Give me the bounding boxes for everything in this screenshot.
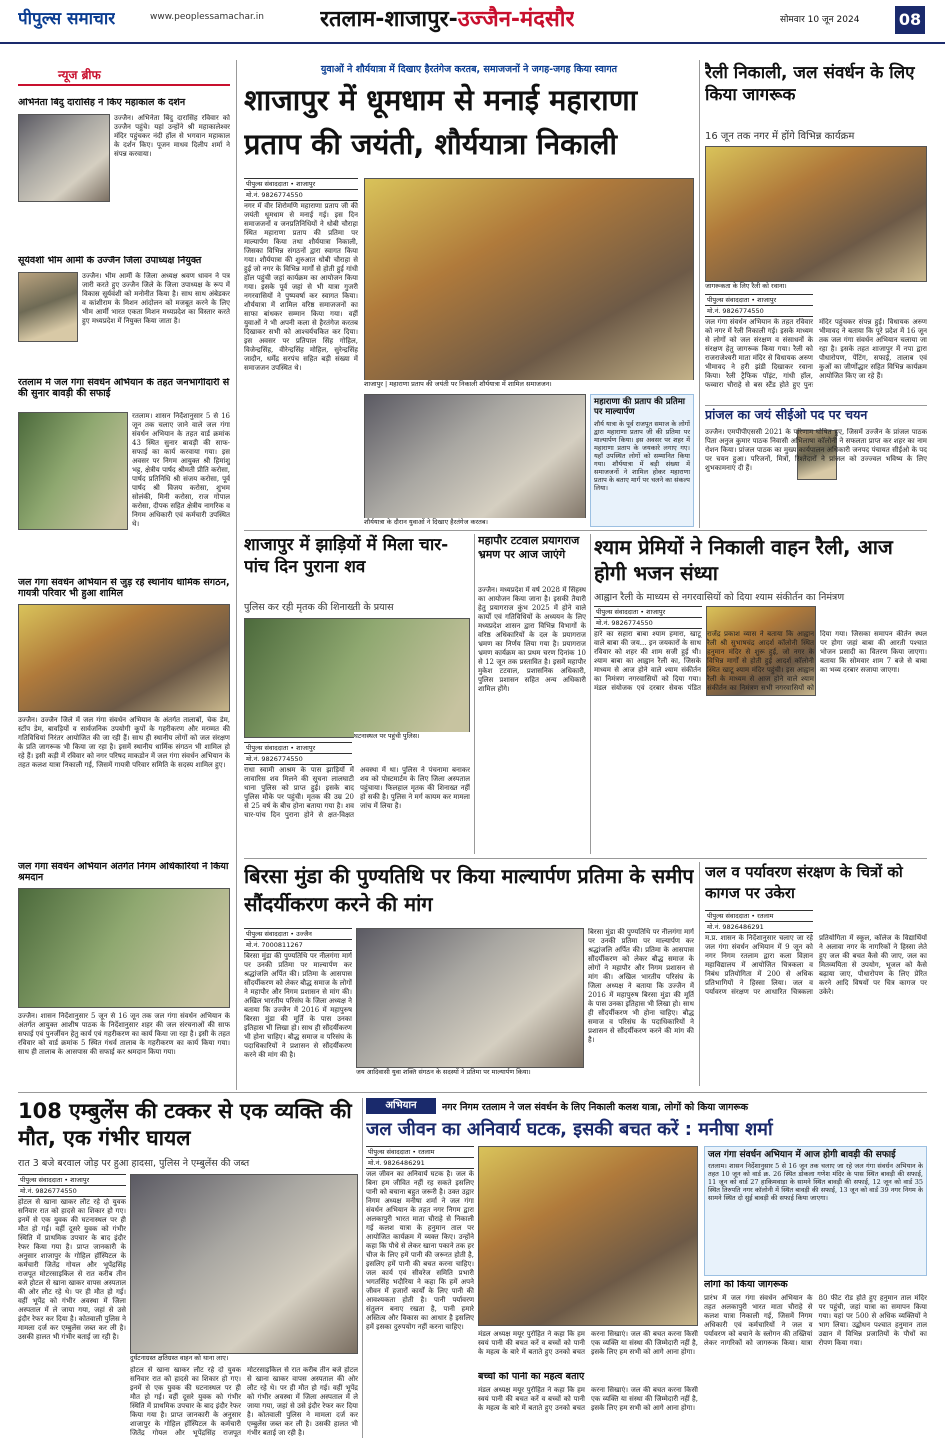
pranjal-headline: प्रांजल का जयं सीईओ पद पर चयन: [705, 408, 868, 422]
abhiyan-right-box: [704, 1146, 927, 1276]
abhiyan-byline-mobile: मो.नं. 9826486291: [366, 1158, 474, 1169]
abhiyan-subsection-text: मंडल अध्यक्ष मयूर पुरोहित ने कहा कि हम स्वयं पानी की बचत करें व बच्चों को पानी के महत्व के बारे में बताते हुए उनको बचत करना सिखाएं। जल की बचत करना किसी एक व्यक्ति या संस्था की जिम्मेदारी नहीं है, इसके लिए हम सभी को आगे आना होगा।: [478, 1386, 698, 1412]
ambulance-photo: [130, 1174, 358, 1354]
abhiyan-kicker: नगर निगम रतलाम ने जल संवर्धन के लिए निकाली कलश यात्रा, लोगों को किया जागरूक: [442, 1102, 749, 1113]
birsa-photo: [356, 928, 584, 1068]
rally-byline-name: पीपुल्स संवाददाता • शाजापुर: [705, 294, 813, 306]
abhiyan-subsection-title: बच्चों को पानी का महत्व बताएं: [478, 1372, 585, 1382]
shyam-byline: [594, 606, 702, 629]
brief-5-photo: [18, 888, 230, 1008]
site-url: www.peoplessamachar.in: [150, 12, 264, 22]
brief-label: न्यूज ब्रीफ: [18, 66, 230, 86]
abhiyan-photo: [478, 1146, 698, 1326]
prayagraj-headline: महापौर टटवाल प्रयागराज भ्रमण पर आज जाएंगे: [478, 534, 580, 561]
brief-2-text: उज्जैन। भीम आर्मी के जिला अध्यक्ष श्रवण धावन ने पत्र जारी करते हुए उज्जैन जिले के जिला उपाध्यक्ष के रूप में विकास सूर्यवंशी को मनोनीत किया है। साथ साथ अंबेडकर व कांशीराम के मिशन आंदोलन को मजबूत करने के लिए भीम आर्मी भारत एकता मिशन मध्यप्रदेश का विस्तार करते हुए मध्यप्रदेश में नियुक्त किया जाता है।: [82, 272, 230, 325]
lead-photo-2-caption: शौर्ययात्रा के दौरान युवाओं ने दिखाए हैरतंगेज करतब।: [364, 518, 586, 526]
lead-photo-1-caption: शाजापुर | महाराणा प्रताप की जयंती पर निकाली शौर्ययात्रा में शामिल समाजजन।: [364, 380, 694, 388]
edition-b: उज्जैन-मंदसौर: [457, 7, 575, 32]
abhiyan-tag: अभियान: [366, 1098, 436, 1114]
abhiyan-right-subtext: प्रारंभ में जल गंगा संवर्धन अभियान के तहत अलकापुरी भारत माता चौराहे से कलश यात्रा निकाली गई, जिसमें निगम अधिकारी एवं कर्मचारियों ने जल व पर्यावरण को बचाने के स्लोगन की तख्तियां लेकर नागरिकों को जागरूक किया। यात्रा 80 फीट रोड होते हुए हनुमान ताल मंदिर पर पहुंची, जहां यात्रा का समापन किया गया। यहां पर 500 से अधिक व्यक्तियों ने भाग लिया। उद्बोधन पश्चात हनुमान ताल उद्यान में विभिन्न प्रजातियों के पौधों का रोपण किया गया।: [704, 1294, 927, 1347]
abhiyan-byline-name: पीपुल्स संवाददाता • रतलाम: [366, 1146, 474, 1158]
lead-text-col1: नगर में वीर शिरोमणि महाराणा प्रताप जी की जयंती धूमधाम से मनाई गई। इस दिन समाजजनों व जनप्रतिनिधियों ने धोबी चौराहा स्थित महाराणा प्रताप की प्रतिमा पर माल्यार्पण किया तथा शौर्ययात्रा निकाली, जिसका विभिन्न संगठनों द्वारा स्वागत किया गया। शौर्ययात्रा की शुरुआत धोबी चौराहा से हुई जो नगर के विभिन्न मार्गों से होती हुई गांधी हॉल पहुंची जहां कार्यक्रम का आयोजन किया गया। इसके पूर्व जहां से भी यात्रा गुजरी नगरवासियों ने पुष्पवर्षा कर स्वागत किया। शौर्ययात्रा में शामिल वरिष्ठ समाजजनों का साफा बांधकर सम्मान किया गया। वहीं युवाओं ने भी अपनी कला से हैरतंगेज करतब दिखाकर सभी को आश्चर्यचकित कर दिया। इस अवसर पर प्रतिपाल सिंह गोहिल, विजेन्द्रसिंह, वीरेन्द्रसिंह मोहिल, सुरेन्द्रसिंह जादौन, धर्मेंद्र सरपंच सहित बड़ी संख्या में समाजजन उपस्थित थे।: [244, 202, 358, 372]
ambulance-byline-mobile: मो.नं. 9826774550: [18, 1186, 126, 1197]
painting-text: म.प्र. शासन के निर्देशानुसार चलाए जा रहे जल गंगा संवर्धन अभियान में 9 जून को नगर निगम रतलाम द्वारा कला विज्ञान महाविद्यालय में आयोजित चित्रकला व निबंध प्रतियोगिता में 200 से अधिक प्रतिभागियों ने हिस्सा लिया। जल व पर्यावरण संरक्षण पर आधारित चित्रकला प्रतियोगिता में स्कूल, कॉलेज के विद्यार्थियों ने अलावा नगर के नागरिकों ने हिस्सा लेते हुए जल की बचत कैसे की जाए, जल का मितव्ययिता से उपयोग, भूजल को कैसे बढ़ाया जाए, पौधारोपण के लिए प्रेरित करने आदि विषयों पर चित्र कागज पर उकेरे।: [705, 934, 927, 996]
body-found-byline: [244, 742, 352, 765]
lead-photo-2: [364, 394, 586, 526]
body-found-caption: घटनास्थल पर पहुंची पुलिस।: [354, 732, 470, 740]
shyam-text: हारे का सहारा बाबा श्याम हमारा, खाटू वाले बाबा की जय... इन जयकारों के साथ रविवार को शहर की शाम सजी हुई थी। श्याम बाबा का आह्वान रैली का, जिसके माध्यम से आज होने वाले श्याम संकीर्तन का निमंत्रण नगरवासियों को दिया गया। मंडल संयोजक एवं दरबार सेवक पंडित राजेंद्र प्रकाश व्यास ने बताया कि आह्वान रैली श्री सुभाषचंद्र आदर्श कॉलोनी स्थित हनुमान मंदिर से शुरू हुई, जो नगर के विभिन्न मार्गों से होती हुई आदर्श कॉलोनी स्थित खाटू श्याम मंदिर पहुंची। इस आह्वान रैली के माध्यम से आज होने वाले श्याम संकीर्तन का निमंत्रण सभी नगरवासियों को दिया गया। जिसका समापन कीर्तन स्थल पर होगा जहां बाबा की आरती पश्चात भोजन प्रसादी का वितरण किया जाएगा। बताया कि सोमवार शाम 7 बजे से बाबा का भव्य दरबार सजाया जाएगा।: [594, 630, 927, 692]
body-found-byline-name: पीपुल्स संवाददाता • शाजापुर: [244, 742, 352, 754]
prayagraj-text: उज्जैन। मध्यप्रदेश में वर्ष 2028 में सिंहस्थ का आयोजन किया जाना है। इसकी तैयारी हेतु प्रयागराज कुंभ 2025 में होने वाले कार्यों एवं गतिविधियों के अध्ययन के लिए मध्यप्रदेश शासन द्वारा विभिन्न विभागों के वरिष्ठ अधिकारियों के दल के प्रयागराज भ्रमण का निर्णय लिया गया है। प्रयागराज भ्रमण कार्यक्रम का प्रथम चरण दिनांक 10 से 12 जून तक प्रस्तावित है। इसमें महापौर मुकेश टटवाल, प्रशासनिक अधिकारी, पुलिस प्रशासन सहित अन्य अधिकारी शामिल होंगे।: [478, 586, 586, 693]
brief-5-headline: जल गंगा संवर्धन अभियान अंतर्गत निगम अधिकारियों ने किया श्रमदान: [18, 862, 229, 883]
lead-headline: शाजापुर में धूमधाम से मनाई महाराणा प्रताप की जयंती, शौर्ययात्रा निकाली: [244, 83, 638, 161]
birsa-byline: [244, 928, 352, 951]
ambulance-text: होटल से खाना खाकर लौट रहे दो युवक सनिवार रात को हादसे का शिकार हो गए। इनमें से एक युवक की घटनास्थल पर ही मौत हो गई। वहीं दूसरे युवक को गंभीर स्थिति में प्राथमिक उपचार के बाद इंदौर रेफर किया गया है। प्राप्त जानकारी के अनुसार शाजापुर के गोहिल हॉस्पिटल के कर्मचारी जितेंद्र गोयल और भूपेंद्रसिंह राजपूत मोटरसाइकिल से रात करीब तीन बजे होटल से खाना खाकर वापस अस्पताल की ओर लौट रहे थे। पर ही मौत हो गई। वहीं भूपेंद्र को गंभीर अवस्था में जिला अस्पताल में ले जाया गया, जहां से उसे इंदौर रेफर कर दिया है। कोतवाली पुलिस ने मामला दर्ज कर एम्बुलेंस जब्त कर ली है। उसकी हालत भी गंभीर बताई जा रही है।: [18, 1198, 126, 1341]
abhiyan-headline: जल जीवन का अनिवार्य घटक, इसकी बचत करें : मनीषा शर्मा: [366, 1119, 773, 1140]
birsa-text: बिरसा मुंडा की पुण्यतिथि पर नीलगंगा मार्ग पर उनकी प्रतिमा पर माल्यार्पण कर श्रद्धांजलि अर्पित की। प्रतिमा के आसपास सौंदर्यीकरण को लेकर बौद्ध समाज के लोगों ने महापौर और निगम प्रशासन से मांग की। अखिल भारतीय परिसंघ के जिला अध्यक्ष ने बताया कि उज्जैन में 2016 में महापुरुष बिरसा मुंडा की मूर्ति के पास उनका इतिहास भी लिखा हो। साथ ही सौंदर्यीकरण भी होना चाहिए। बौद्ध समाज व परिसंघ के पदाधिकारियों ने प्रशासन से सौंदर्यीकरण करने की मांग की है।: [244, 952, 352, 1059]
abhiyan-text: जल जीवन का अनिवार्य घटक है। जल के बिना हम जीवित नहीं रह सकते इसलिए पानी को बचाना बहुत जरूरी है। उक्त उद्गार निगम अध्यक्ष मनीषा शर्मा ने जल गंगा संवर्धन अभियान के तहत नगर निगम द्वारा अलकापुरी भारत माता चौराहे से निकाली गई कलश यात्रा के हनुमान ताल पर आयोजित कार्यक्रम में व्यक्त किए। उन्होंने कहा कि पौधे से लेकर खाना पकाने तक हर चीज के लिए हमें पानी की जरूरत होती है, इसलिए हमें पानी की बचत करना चाहिए। जल कार्य एवं सीवरेज समिति प्रभारी भगतसिंह भदौरिया ने कहा कि हमें अपने जीवन में हजारों कार्यों के लिए पानी की आवश्यकता होती है। पानी पर्यावरण संतुलन बनाए रखता है, पानी हमारे अस्तित्व और विकास का आधार है इसलिए हमें इसका दुरुपयोग नहीं करना चाहिए।: [366, 1170, 474, 1331]
abhiyan-text-2: मंडल अध्यक्ष मयूर पुरोहित ने कहा कि हम स्वयं पानी की बचत करें व बच्चों को पानी के महत्व के बारे में बताते हुए उनको बचत करना सिखाएं। जल की बचत करना किसी एक व्यक्ति या संस्था की जिम्मेदारी नहीं है, इसके लिए हम सभी को आगे आना होगा।: [478, 1330, 698, 1356]
birsa-caption: जय आदिवासी युवा शक्ति संगठन के सदस्यों ने प्रतिमा पर माल्यार्पण किया।: [356, 1068, 584, 1076]
edition-title: [320, 3, 574, 33]
issue-date: सोमवार 10 जून 2024: [780, 15, 860, 25]
birsa-byline-name: पीपुल्स संवाददाता • उज्जैन: [244, 928, 352, 940]
rally-text: जल गंगा संवर्धन अभियान के तहत रविवार को नगर में रैली निकाली गई। इसके माध्यम से लोगों को जल संरक्षण व संसाधनों के संरक्षण हेतु जागरूक किया गया। रैली को राजराजेश्वरी माता मंदिर से विधायक अरुण भीमावद ने हरी झंडी दिखाकर रवाना किया। रैली ट्रैफिक पॉइंट, गांधी हॉल, फव्वारा चौराहे से बस स्टैंड होते हुए पुनः मंदिर पहुंचकर संपन्न हुई। विधायक अरुण भीमावद ने बताया कि पूरे प्रदेश में 16 जून तक जल गंगा संवर्धन अभियान चलाया जा रहा है। इसके तहत शाजापुर में नपा द्वारा पौधारोपण, पेंटिंग, सफाई, तालाब एवं कुओं का जीर्णोद्धार सहित विभिन्न कार्यक्रम आयोजित किए जा रहे हैं।: [705, 318, 927, 389]
birsa-headline: बिरसा मुंडा की पुण्यतिथि पर किया माल्यार्पण प्रतिमा के समीप सौंदर्यीकरण करने की मांग: [244, 864, 694, 916]
brief-2-photo: [18, 272, 78, 342]
rally-story: [705, 62, 927, 407]
shyam-byline-mobile: मो.नं. 9826774550: [594, 618, 702, 629]
abhiyan-right-text: रतलाम। शासन निर्देशानुसार 5 से 16 जून तक चलाए जा रहे जल गंगा संवर्धन अभियान के तहत 10 जून को वार्ड क्र. 26 स्थित डोकला गणेश मंदिर के पास स्थित बावड़ी की सफाई, 11 जून को वार्ड 27 हाकिमवाड़ा के सामने स्थित बावड़ी की सफाई, 12 जून को वार्ड 35 स्थित तिरुपति नगर कॉलोनी में स्थित बावड़ी की सफाई, 13 जून को वार्ड 39 नगर निगम के सामने स्थित दो सुई बावड़ी की सफाई किया जाएगा।: [708, 1162, 923, 1203]
logo: पीपुल्स समाचार: [18, 9, 116, 29]
brief-2-headline: सूर्यवंशी भीम आर्मी के उज्जैन जिला उपाध्यक्ष नियुक्त: [18, 256, 202, 266]
brief-1-photo: [18, 114, 110, 202]
ambulance-headline: 108 एम्बुलेंस की टक्कर से एक व्यक्ति की मौत, एक गंभीर घायल: [18, 1099, 352, 1150]
shyam-headline: श्याम प्रेमियों ने निकाली वाहन रैली, आज होगी भजन संध्या: [594, 535, 893, 585]
lead-kicker: युवाओं ने शौर्ययात्रा में दिखाए हैरतंगेज करतब, समाजजनों ने जगह-जगह किया स्वागत: [320, 64, 618, 75]
lead-side-box-title: महाराणा की प्रताप की प्रतिमा पर माल्यार्पण: [594, 397, 685, 417]
painting-byline-name: पीपुल्स संवाददाता • रतलाम: [705, 910, 813, 922]
lead-byline-name: पीपुल्स संवाददाता • शाजापुर: [244, 178, 358, 190]
ambulance-byline: [18, 1174, 126, 1197]
shyam-subhead: आह्वान रैली के माध्यम से नगरवासियों को दिया श्याम संकीर्तन का निमंत्रण: [594, 592, 845, 603]
brief-5-text: उज्जैन। शासन निर्देशानुसार 5 जून से 16 जून तक जल गंगा संवर्धन अभियान के अंतर्गत आयुक्त आशीष पाठक के निर्देशानुसार शहर की जल संरचनाओं की साफ सफाई एवं पुनर्जीवन हेतु कार्य एवं गहरीकरण का कार्य किया जा रहा है। इसी के तहत रविवार को वार्ड क्रमांक 5 स्थित गंधर्व तालाब के गहरीकरण का कार्य किया गया। साथ ही तालाब के आसपास की सफाई कर श्रमदान किया गया।: [18, 1012, 230, 1056]
brief-4-photo: [18, 604, 230, 712]
rally-headline: रैली निकाली, जल संवर्धन के लिए किया जागरूक: [705, 63, 915, 105]
body-found-story: [244, 534, 470, 854]
pranjal-text: उज्जैन। एमपीपीएससी 2021 के परिणाम घोषित हुए, जिसमें उज्जैन के प्रांजल पाठक पिता अनुज कुमार पाठक निवासी अभिलाषा कॉलोनी ने सफलता प्राप्त कर शहर का नाम रोशन किया। प्रांजल पाठक का मुख्य कार्यपालन अधिकारी जनपद पंचायत सीईओ के पद पर चयन हुआ। परिजनों, मित्रों, रिश्तेदारों ने प्रांजल को उज्ज्वल भविष्य के लिए शुभकामनाएं दी हैं।: [705, 428, 927, 472]
pranjal-story: [705, 405, 927, 530]
brief-1-headline: अभिनेता बिंदु दारासिंह ने किए महाकाल के दर्शन: [18, 98, 186, 108]
lead-side-box: [590, 394, 694, 527]
painting-headline: जल व पर्यावरण संरक्षण के चित्रों को कागज पर उकेरा: [705, 863, 903, 902]
body-found-byline-mobile: मो.नं. 9826774550: [244, 754, 352, 765]
abhiyan-right-head: जल गंगा संवर्धन अभियान में आज होगी बावड़ी की सफाई: [708, 1150, 896, 1160]
brief-3-headline: रतलाम में जल गंगा संवर्धन अभियान के तहत जनभागीदारी से की सुनार बावड़ी की सफाई: [18, 378, 230, 399]
prayagraj-story: [478, 534, 586, 854]
ambulance-text-2: होटल से खाना खाकर लौट रहे दो युवक सनिवार रात को हादसे का शिकार हो गए। इनमें से एक युवक की घटनास्थल पर ही मौत हो गई। वहीं दूसरे युवक को गंभीर स्थिति में प्राथमिक उपचार के बाद इंदौर रेफर किया गया है। प्राप्त जानकारी के अनुसार शाजापुर के गोहिल हॉस्पिटल के कर्मचारी जितेंद्र गोयल और भूपेंद्रसिंह राजपूत मोटरसाइकिल से रात करीब तीन बजे होटल से खाना खाकर वापस अस्पताल की ओर लौट रहे थे। पर ही मौत हो गई। वहीं भूपेंद्र को गंभीर अवस्था में जिला अस्पताल में ले जाया गया, जहां से उसे इंदौर रेफर कर दिया है। कोतवाली पुलिस ने मामला दर्ज कर एम्बुलेंस जब्त कर ली है। उसकी हालत भी गंभीर बताई जा रही है।: [130, 1366, 358, 1437]
shyam-story: [594, 534, 927, 854]
birsa-byline-mobile: मो.नं. 7000811267: [244, 940, 352, 951]
rally-byline-mobile: मो.नं. 9826774550: [705, 306, 813, 317]
body-found-photo: [244, 618, 470, 738]
ambulance-byline-name: पीपुल्स संवाददाता • शाजापुर: [18, 1174, 126, 1186]
painting-story: [705, 862, 927, 1086]
lead-byline-mobile: मो.नं. 9826774550: [244, 190, 358, 201]
brief-1-text: उज्जैन। अभिनेता बिंदु दारासिंह रविवार को उज्जैन पहुंचे। यहां उन्होंने श्री महाकालेश्वर मंदिर पहुंचकर नंदी हॉल से भगवान महाकाल के दर्शन किए। पूजन माधव दिलीप शर्मा ने संपन्न करवाया।: [114, 114, 230, 158]
abhiyan-byline: [366, 1146, 474, 1169]
brief-3-photo: [18, 412, 128, 530]
news-brief-column: [18, 66, 230, 1086]
edition-a: रतलाम-शाजापुर-: [320, 7, 458, 32]
rally-subhead: 16 जून तक नगर में होंगे विभिन्न कार्यक्रम: [705, 131, 855, 142]
lead-story: [244, 62, 694, 527]
birsa-text-2: बिरसा मुंडा की पुण्यतिथि पर नीलगंगा मार्ग पर उनकी प्रतिमा पर माल्यार्पण कर श्रद्धांजलि अर्पित की। प्रतिमा के आसपास सौंदर्यीकरण को लेकर बौद्ध समाज के लोगों ने महापौर और निगम प्रशासन से मांग की। अखिल भारतीय परिसंघ के जिला अध्यक्ष ने बताया कि उज्जैन में 2016 में महापुरुष बिरसा मुंडा की मूर्ति के पास उनका इतिहास भी लिखा हो। साथ ही सौंदर्यीकरण भी होना चाहिए। बौद्ध समाज व परिसंघ के पदाधिकारियों ने प्रशासन से सौंदर्यीकरण करने की मांग की है।: [588, 928, 694, 1044]
brief-3-text: रतलाम। शासन निर्देशानुसार 5 से 16 जून तक चलाए जाने वाले जल गंगा संवर्धन अभियान के तहत वार्ड क्रमांक 43 स्थित सुनार बावड़ी की साफ-सफाई का कार्य करवाया गया। इस अवसर पर निगम आयुक्त श्री हिमांशु भट्ट, क्षेत्रीय पार्षद श्रीमती प्रीति करोसा, पार्षद प्रतिनिधि श्री संजय करोसा, पूर्व पार्षद श्री विजय करोसा, शुभम सोलंकी, मिनी करोसा, राज गोपाल करोसा, दीपक सहित क्षेत्रीय नागरिक व निगम अधिकारी एवं कर्मचारी उपस्थित थे।: [132, 412, 230, 528]
lead-byline: [244, 178, 358, 201]
body-found-text: राधा स्वामी आश्रम के पास झाड़ियों में लावारिस शव मिलने की सूचना लालघाटी थाना पुलिस को प्राप्त हुई। इसके बाद पुलिस मौके पर पहुंची। मृतक की उम्र 20 से 25 वर्ष के बीच होना बताया गया है। शव चार-पांच दिन पुराना होने से क्षत-विक्षत अवस्था में था। पुलिस ने पंचनामा बनाकर शव को पोस्टमार्टम के लिए जिला अस्पताल पहुंचाया। फिलहाल मृतक की शिनाख्त नहीं हो सकी है। पुलिस ने मर्ग कायम कर मामला जांच में लिया है।: [244, 766, 470, 819]
abhiyan-story: [366, 1098, 927, 1438]
brief-4-headline: जल गंगा संवर्धन अभियान से जुड़ रहे स्थानीय धार्मिक संगठन, गायत्री परिवार भी हुआ शामिल: [18, 578, 230, 599]
painting-byline: [705, 910, 813, 933]
ambulance-caption: दुर्घटनाग्रस्त क्षतिग्रस्त वाहन को थाना लाए।: [130, 1354, 358, 1362]
rally-photo: [705, 146, 927, 282]
shyam-byline-name: पीपुल्स संवाददाता • शाजापुर: [594, 606, 702, 618]
brief-4-text: उज्जैन। उज्जैन जिले में जल गंगा संवर्धन अभियान के अंतर्गत तालाबों, चेक डेम, स्टॉप डेम, बावड़ियों व सार्वजनिक उपयोगी कूपों के गहरीकरण और मरम्मत की गतिविधियां निरंतर आयोजित की जा रही हैं। साथ ही स्थानीय लोगों को जल संरक्षण के प्रति जागरूक भी किया जा रहा है। इसमें स्थानीय धार्मिक संगठन भी शामिल हो रहे हैं। इसी कड़ी में रविवार को नगर परिषद माकडोन में जल गंगा संवर्धन अभियान के तहत कलश यात्रा निकाली गई, जिसमें गायत्री परिवार समिति के सदस्य शामिल हुए।: [18, 716, 230, 769]
ambulance-story: [18, 1098, 358, 1438]
page-number: 08: [895, 6, 925, 34]
painting-byline-mobile: मो.नं. 9826486291: [705, 922, 813, 933]
birsa-story: [244, 862, 694, 1086]
rally-photo-caption: जागरूकता के लिए रैली को रवाना।: [705, 282, 927, 290]
body-found-headline: शाजापुर में झाड़ियों में मिला चार-पांच दिन पुराना शव: [244, 535, 449, 577]
ambulance-subhead: रात 3 बजे बरवाल जोड़ पर हुआ हादसा, पुलिस ने एम्बुलेंस की जब्त: [18, 1158, 250, 1169]
lead-side-box-text: शौर्य यात्रा के पूर्व राजपूत समाज के लोगों द्वारा महाराणा प्रताप जी की प्रतिमा पर माल्यार्पण किया। इस अवसर पर शहर में महाराणा प्रताप के जयकारे लगाए गए। यहाँ उपस्थित लोगों को सम्मानित किया गया। शौर्ययात्रा में बड़ी संख्या में समाजजनों ने शामिल होकर महाराणा प्रताप के बताए मार्ग पर चलने का संकल्प लिया।: [594, 419, 690, 492]
body-found-subhead: पुलिस कर रही मृतक की शिनाख्ती के प्रयास: [244, 602, 394, 613]
rally-byline: [705, 294, 813, 317]
lead-photo-1: [364, 178, 694, 388]
masthead: [0, 0, 945, 44]
abhiyan-right-sub: लोगों को किया जागरूक: [704, 1280, 788, 1290]
